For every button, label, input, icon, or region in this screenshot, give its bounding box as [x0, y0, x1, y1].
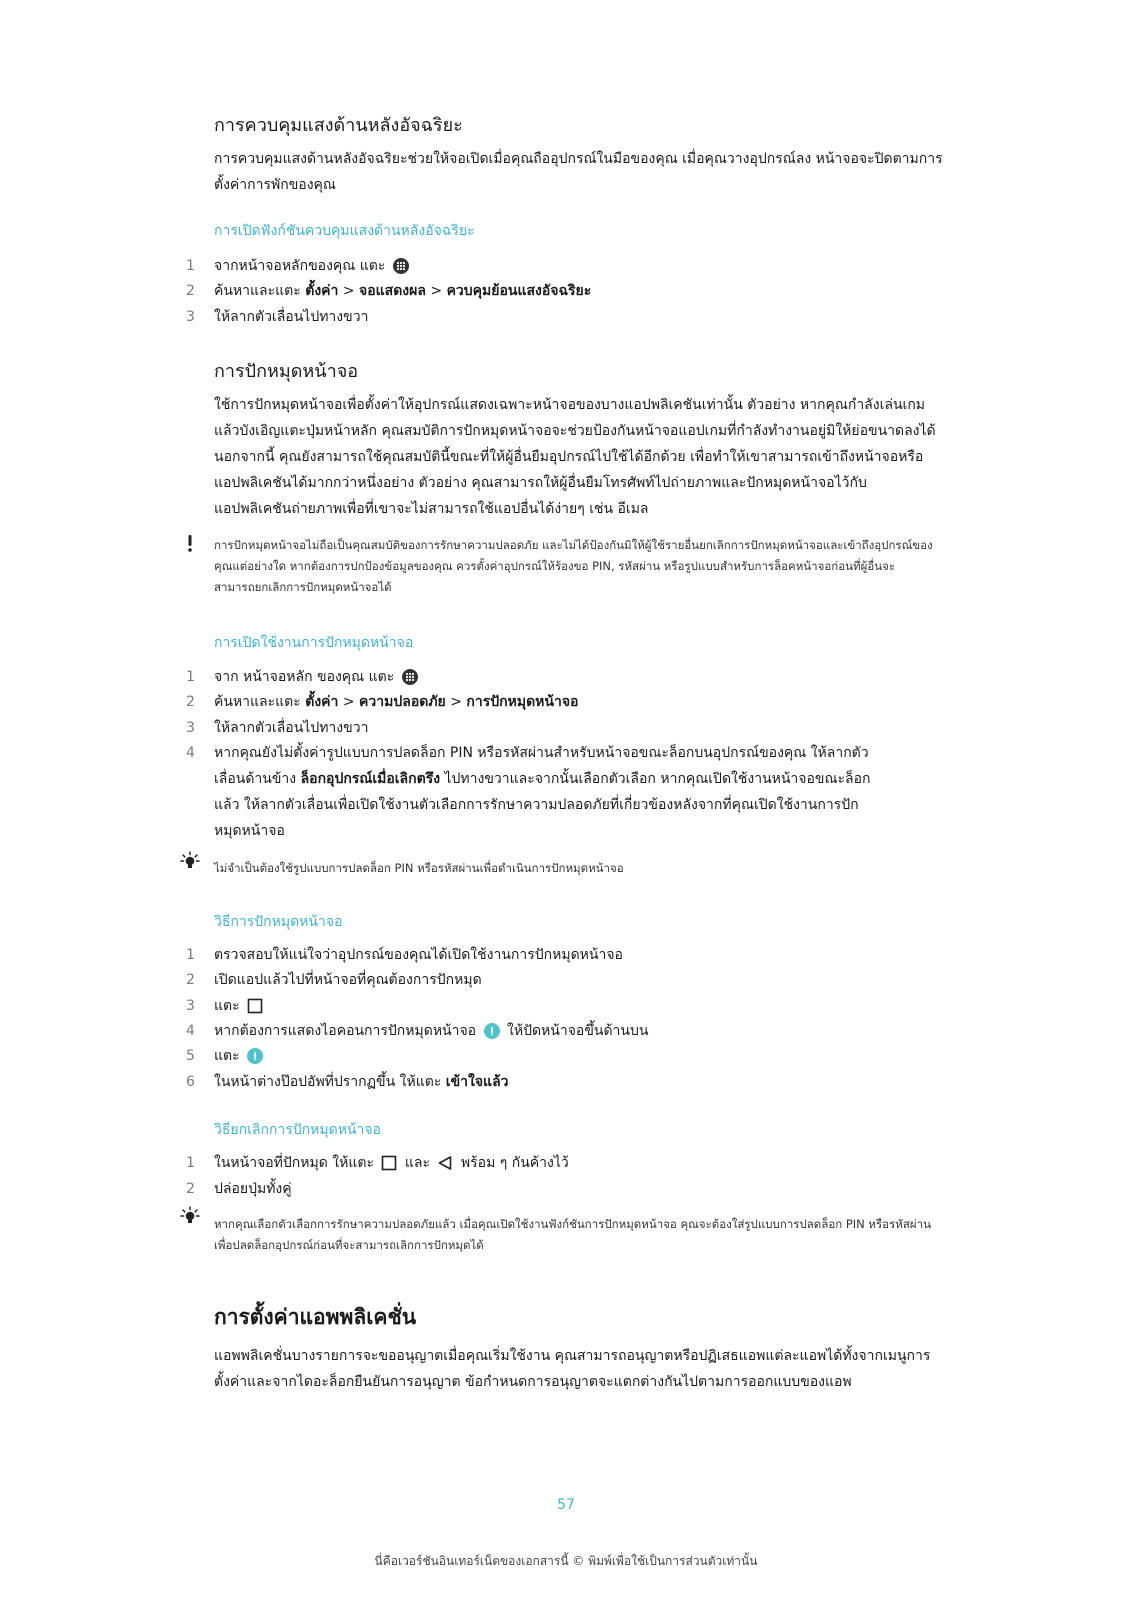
step-text: และ [404, 1155, 430, 1171]
step-number: 3 [186, 309, 195, 325]
path-separator: > [425, 283, 447, 299]
page-number: 57 [557, 1497, 575, 1513]
step-text: ให้ลากตัวเลื่อนไปทางขวา [214, 309, 369, 325]
apps-grid-icon [393, 258, 409, 274]
step-text: ค้นหาและแตะ [214, 694, 306, 710]
step-text: หากคุณยังไม่ตั้งค่ารูปแบบการปลดล็อก PIN หรือรหัสผ่านสำหรับหน้าจอขณะล็อกบนอุปกรณ์ของคุณ ให้ลากตัวเลื่อนด้านข้าง [214, 745, 869, 787]
step-text: ในหน้าจอที่ปักหมุด ให้แตะ [214, 1155, 374, 1171]
pin-icon [247, 1048, 263, 1064]
section-title-screen-pinning: การปักหมุดหน้าจอ [214, 361, 359, 382]
step-text: ค้นหาและแตะ [214, 283, 306, 299]
step-number: 5 [186, 1048, 195, 1064]
paragraph-app-settings: แอพพลิเคชั่นบางรายการจะขออนุญาตเมื่อคุณเริ่มใช้งาน คุณสามารถอนุญาตหรือปฏิเสธแอพแต่ละแอพได้ทั้งจากเมนูการตั้งค่าและจากไดอะล็อกยืนยันการอนุญาต ข้อกำหนดการอนุญาตจะแตกต่างกันไปตามการออกแบบของแอพ [214, 1348, 931, 1390]
tip-note: ไม่จำเป็นต้องใช้รูปแบบการปลดล็อก PIN หรือรหัสผ่านเพื่อดำเนินการปักหมุดหน้าจอ [214, 861, 624, 875]
step-text: พร้อม ๆ กันค้างไว้ [460, 1155, 569, 1171]
step-number: 2 [186, 694, 195, 710]
menu-path-smart-backlight: ควบคุมย้อนแสงอัจฉริยะ [446, 283, 592, 299]
step-text: หากต้องการแสดงไอคอนการปักหมุดหน้าจอ [214, 1023, 477, 1039]
menu-path-display: จอแสดงผล [359, 283, 426, 299]
warning-exclamation-icon [180, 533, 200, 553]
step-text: เปิดแอปแล้วไปที่หน้าจอที่คุณต้องการปักหมุด [214, 972, 482, 988]
step-number: 3 [186, 720, 195, 736]
step-number: 1 [186, 669, 195, 685]
step-number: 2 [186, 283, 195, 299]
subheading-enable-screen-pinning: การเปิดใช้งานการปักหมุดหน้าจอ [214, 635, 414, 651]
step-text: แตะ [214, 1048, 240, 1064]
step-number: 1 [186, 258, 195, 274]
menu-path-screen-pinning: การปักหมุดหน้าจอ [466, 694, 579, 710]
step-text: แตะ [214, 998, 240, 1014]
path-separator: > [338, 694, 360, 710]
step-number: 2 [186, 972, 195, 988]
step-text: ให้ลากตัวเลื่อนไปทางขวา [214, 720, 369, 736]
step-number: 6 [186, 1074, 195, 1090]
menu-path-settings: ตั้งค่า [305, 283, 339, 299]
step-number: 3 [186, 998, 195, 1014]
step-text: ในหน้าต่างป๊อปอัพที่ปรากฏขึ้น ให้แตะ [214, 1074, 446, 1090]
menu-path-settings: ตั้งค่า [305, 694, 339, 710]
section-title-app-settings: การตั้งค่าแอพพลิเคชั่น [214, 1305, 417, 1329]
path-separator: > [338, 283, 360, 299]
square-overview-icon [381, 1155, 397, 1171]
paragraph-screen-pinning: ใช้การปักหมุดหน้าจอเพื่อตั้งค่าให้อุปกรณ์แสดงเฉพาะหน้าจอของบางแอปพลิเคชันเท่านั้น ตัวอย่าง หากคุณกำลังเล่นเกมแล้วบังเอิญแตะปุ่มหน้าหลัก คุณสมบัติการปักหมุดหน้าจอจะช่วยป้องกันหน้าจอแอปเกมที่กำลังทำงานอยู่มิให้ย่อขนาดลงได้ นอกจากนี้ คุณยังสามารถใช้คุณสมบัตินี้ขณะที่ให้ผู้อื่นยืมอุปกรณ์ไปใช้ได้อีกด้วย เพื่อทำให้เขาสามารถเข้าถึงหน้าจอหรือแอปพลิเคชันได้มากกว่าหนึ่งอย่าง ตัวอย่าง คุณสามารถให้ผู้อื่นยืมโทรศัพท์ไปถ่ายภาพและปักหมุดหน้าจอไว้กับแอปพลิเคชันถ่ายภาพเพื่อที่เขาจะไม่สามารถใช้แอปอื่นได้ง่ายๆ เช่น อีเมล [214, 397, 936, 517]
step-number: 1 [186, 947, 195, 963]
pin-icon [484, 1023, 500, 1039]
step-text: ปล่อยปุ่มทั้งคู่ [214, 1181, 292, 1197]
step-text: จากหน้าจอหลักของคุณ แตะ [214, 258, 386, 274]
step-text: จาก หน้าจอหลัก ของคุณ แตะ [214, 669, 395, 685]
paragraph-smart-backlight: การควบคุมแสงด้านหลังอัจฉริยะช่วยให้จอเปิดเมื่อคุณถืออุปกรณ์ในมือของคุณ เมื่อคุณวางอุปกรณ์ลง หน้าจอจะปิดตามการตั้งค่าการพักของคุณ [214, 151, 943, 193]
section-title-smart-backlight: การควบคุมแสงด้านหลังอัจฉริยะ [214, 115, 463, 136]
menu-path-security: ความปลอดภัย [359, 694, 446, 710]
step-number: 4 [186, 1023, 195, 1039]
warning-note: การปักหมุดหน้าจอไม่ถือเป็นคุณสมบัติของการรักษาความปลอดภัย และไม่ได้ป้องกันมิให้ผู้ใช้รายอื่นยกเลิกการปักหมุดหน้าจอและเข้าถึงอุปกรณ์ของคุณแต่อย่างใด หากต้องการปกป้องข้อมูลของคุณ ควรตั้งค่าอุปกรณ์ให้ร้องขอ PIN, รหัสผ่าน หรือรูปแบบสำหรับการล็อคหน้าจอก่อนที่ผู้อื่นจะสามารถยกเลิกการปักหมุดหน้าจอได้ [214, 538, 933, 594]
path-separator: > [445, 694, 467, 710]
subheading-how-to-pin: วิธีการปักหมุดหน้าจอ [214, 914, 343, 930]
got-it-label: เข้าใจแล้ว [445, 1074, 509, 1090]
subheading-how-to-unpin: วิธียกเลิกการปักหมุดหน้าจอ [214, 1122, 381, 1138]
option-lock-device-when-unpinning: ล็อกอุปกรณ์เมื่อเลิกตรึง [300, 771, 441, 787]
apps-grid-icon [402, 669, 418, 685]
step-text: ไปทางขวาและจากนั้นเลือกตัวเลือก หากคุณเปิดใช้งานหน้าจอขณะล็อกแล้ว ให้ลากตัวเลื่อนเพื่อเปิดใช้งานตัวเลือกการรักษาความปลอดภัยที่เกี่ยวข้องหลังจากที่คุณเปิดใช้งานการปักหมุดหน้าจอ [214, 771, 871, 839]
tip-lightbulb-icon [180, 1206, 200, 1226]
square-overview-icon [247, 998, 263, 1014]
step-number: 4 [186, 745, 195, 761]
footer-note: นี่คือเวอร์ชันอินเทอร์เน็ตของเอกสารนี้ © พิมพ์เพื่อใช้เป็นการส่วนตัวเท่านั้น [374, 1554, 758, 1568]
step-number: 1 [186, 1155, 195, 1171]
tip-lightbulb-icon [180, 851, 200, 871]
list-item [186, 740, 946, 844]
step-text: ให้ปัดหน้าจอขึ้นด้านบน [507, 1023, 649, 1039]
tip-note: หากคุณเลือกตัวเลือกการรักษาความปลอดภัยแล้ว เมื่อคุณเปิดใช้งานฟังก์ชันการปักหมุดหน้าจอ คุณจะต้องใส่รูปแบบการปลดล็อก PIN หรือรหัสผ่านเพื่อปลดล็อกอุปกรณ์ก่อนที่จะสามารถเลิกการปักหมุดได้ [214, 1217, 931, 1252]
subheading-enable-smart-backlight: การเปิดฟังก์ชันควบคุมแสงด้านหลังอัจฉริยะ [214, 223, 475, 239]
step-text: ตรวจสอบให้แน่ใจว่าอุปกรณ์ของคุณได้เปิดใช้งานการปักหมุดหน้าจอ [214, 947, 623, 963]
back-triangle-icon [437, 1155, 453, 1171]
step-number: 2 [186, 1181, 195, 1197]
